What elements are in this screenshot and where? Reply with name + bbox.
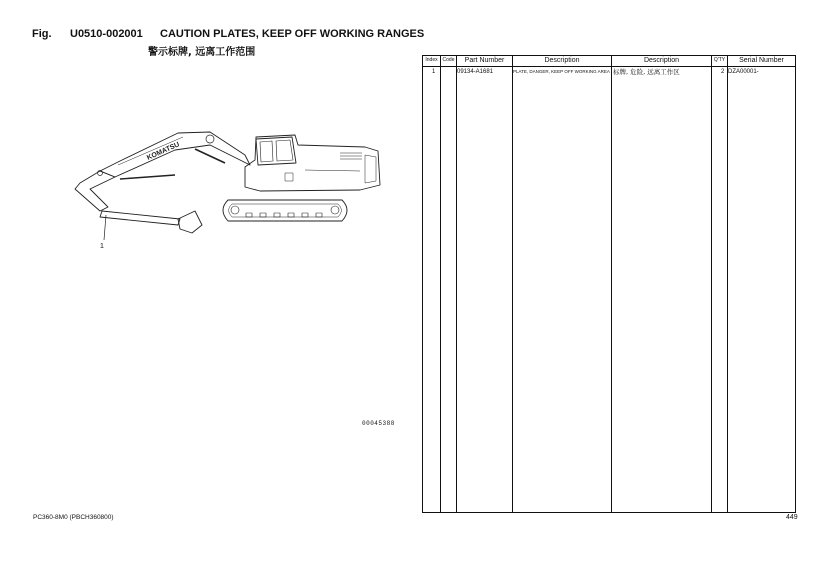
col-header-qty: Q'TY bbox=[713, 57, 726, 63]
row-qty: 2 bbox=[721, 69, 725, 75]
boom bbox=[100, 132, 250, 177]
excavator-drawing bbox=[60, 115, 400, 265]
col-header-description-cn: Description bbox=[643, 57, 679, 64]
col-header-index: Index bbox=[425, 57, 438, 63]
brand-text: KOMATSU bbox=[145, 141, 181, 162]
row-serial: DZA00001- bbox=[728, 69, 759, 75]
page-subtitle: 警示标牌, 远离工作范围 bbox=[148, 47, 256, 58]
drawing-id: 00045388 bbox=[362, 420, 395, 427]
arm bbox=[75, 171, 115, 211]
col-header-serial: Serial Number bbox=[739, 57, 784, 64]
row-description-en: PLATE, DANGER, KEEP OFF WORKING AREA bbox=[513, 69, 610, 74]
parts-table bbox=[422, 55, 796, 513]
col-header-part-number: Part Number bbox=[464, 57, 505, 64]
row-part-number: 09134-A1681 bbox=[457, 69, 494, 75]
house bbox=[245, 135, 380, 191]
page-number: 449 bbox=[786, 514, 798, 521]
page-title: CAUTION PLATES, KEEP OFF WORKING RANGES bbox=[160, 28, 425, 40]
callout-number: 1 bbox=[100, 243, 104, 250]
track bbox=[223, 200, 347, 221]
fig-code: U0510-002001 bbox=[70, 28, 143, 40]
col-header-description-en: Description bbox=[544, 57, 580, 64]
bucket bbox=[178, 211, 202, 233]
col-header-code: Code bbox=[442, 57, 455, 63]
row-index: 1 bbox=[432, 69, 436, 75]
footer-model: PC360-8M0 (PBCH360800) bbox=[33, 514, 114, 521]
row-description-cn: 标牌, 危险, 远离工作区 bbox=[613, 68, 680, 76]
fig-label: Fig. bbox=[32, 28, 52, 40]
